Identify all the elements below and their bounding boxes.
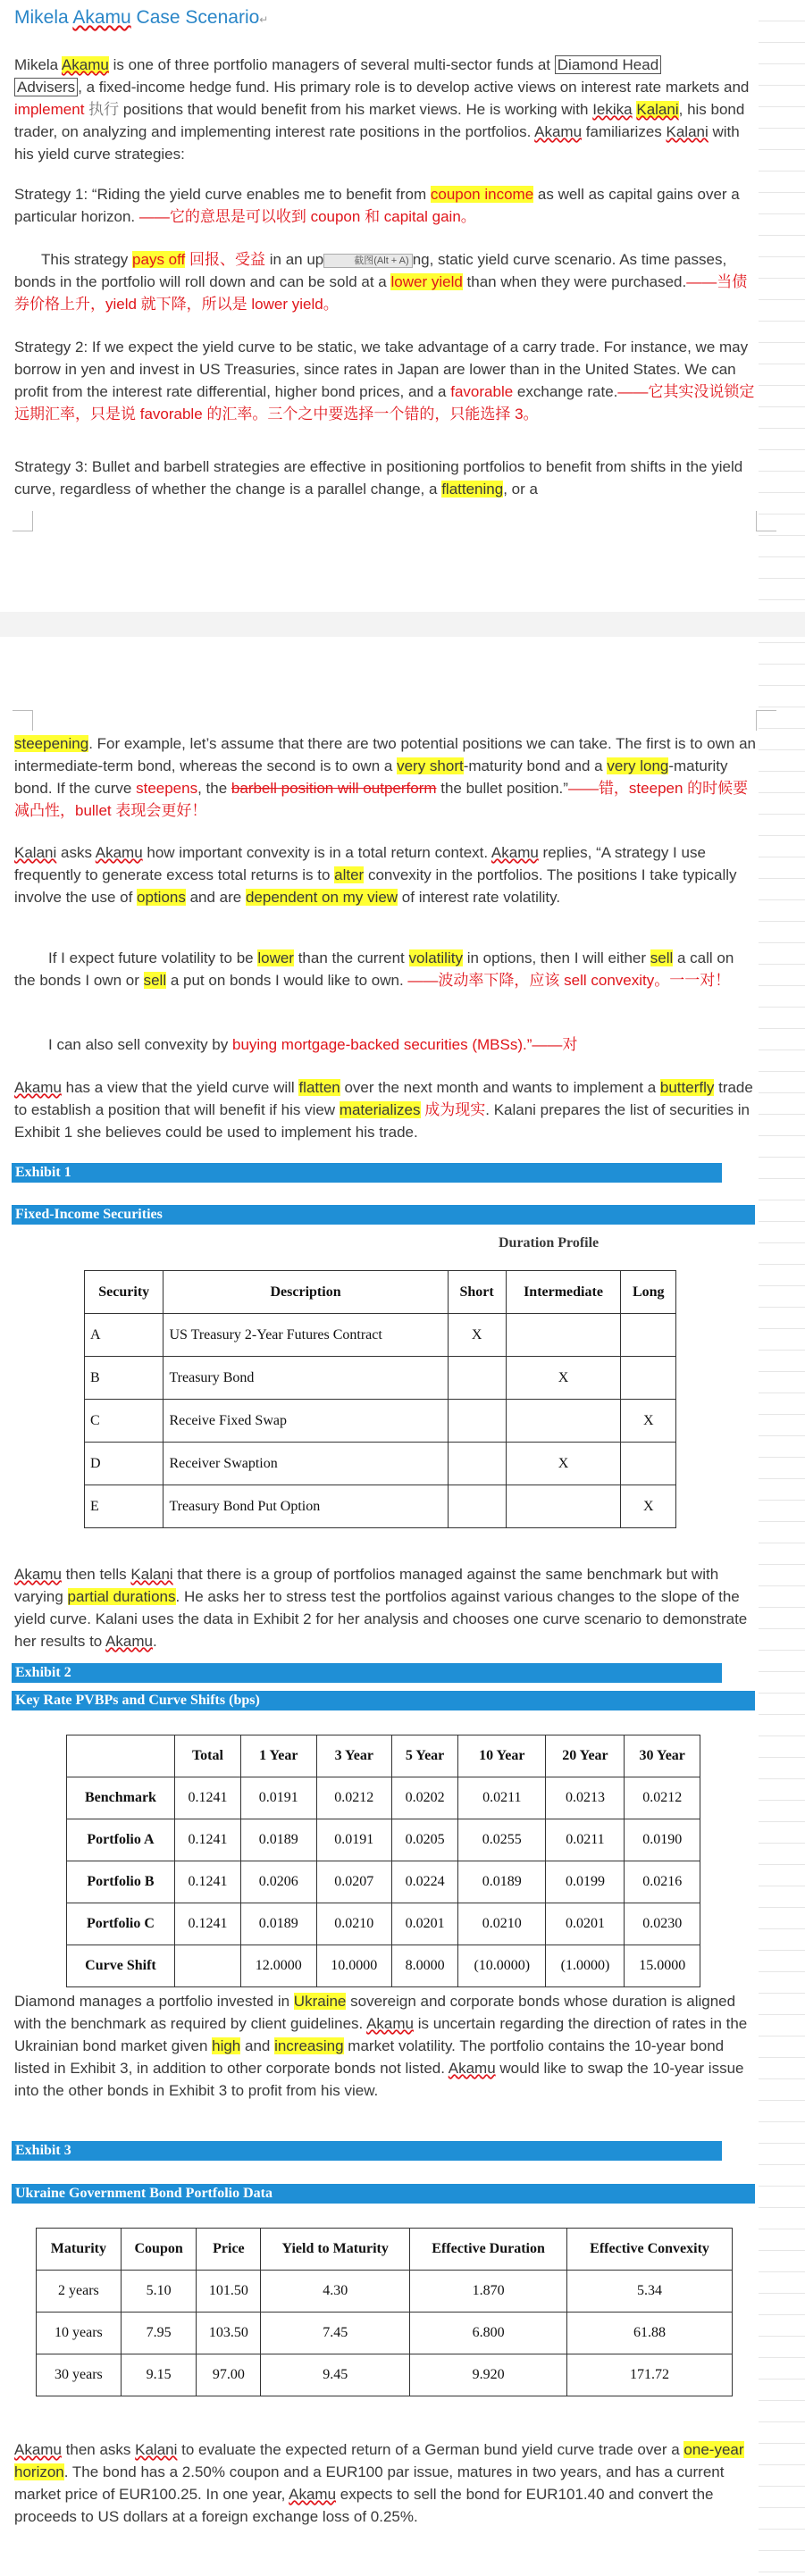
- table-cell: 4.30: [261, 2271, 410, 2313]
- column-header: Maturity: [37, 2229, 122, 2271]
- table-cell: 103.50: [197, 2313, 261, 2354]
- strategy-3: Strategy 3: Bullet and barbell strategies are effective in positioning portfolios to benefit from shifts in the yield curve, regardless of whether the change is a parallel change, a flattening, or a: [14, 458, 743, 498]
- table-cell: 171.72: [567, 2354, 733, 2396]
- table-cell: 0.0205: [392, 1819, 458, 1861]
- table-cell: 0.0211: [546, 1819, 625, 1861]
- paragraph-butterfly: Akamu has a view that the yield curve will flatten over the next month and wants to implement a butterfly trade to establish a position that will benefit if his view materializes 成为现实. Kalani prepares the list of securities in Exhibit 1 she believes could be used to implement his trade.: [14, 1079, 753, 1141]
- table-row: [85, 1485, 676, 1528]
- table-cell: D: [85, 1443, 164, 1485]
- paragraph-ukraine: Diamond manages a portfolio invested in Ukraine sovereign and corporate bonds whose duration is aligned with the benchmark as required by client guidelines. Akamu is uncertain regarding the direction of rates in the Ukrainian bond market given high and increasing market volatility. The portfolio contains the 10-year bond listed in Exhibit 3, in addition to other corporate bonds not listed. Akamu would like to swap the 10-year issue into the other bonds in Exhibit 3 to profit from his view.: [14, 1993, 748, 2099]
- duration-profile-heading: Duration Profile: [499, 1235, 600, 1250]
- table-row: [67, 1819, 700, 1861]
- column-header: Yield to Maturity: [261, 2229, 410, 2271]
- column-header: 30 Year: [625, 1735, 700, 1777]
- table-cell: 5.10: [121, 2271, 197, 2313]
- table-cell: 15.0000: [625, 1945, 700, 1987]
- column-header: 3 Year: [316, 1735, 392, 1777]
- column-header: Short: [448, 1271, 506, 1314]
- table-cell: 7.45: [261, 2313, 410, 2354]
- table-cell: 1.870: [410, 2271, 567, 2313]
- strategy-1: Strategy 1: “Riding the yield curve enables me to benefit from coupon income as well as capital gains over a particular horizon. ——它的意思是可以收到 coupon 和 capital gain。: [14, 186, 740, 225]
- paragraph-german-bund: Akamu then asks Kalani to evaluate the expected return of a German bund yield curve trade over a one-year horizon. The bond has a 2.50% coupon and a EUR100 par issue, matures in two years, and has a current market price of EUR100.25. In one year, Akamu expects to sell the bond for EUR101.40 and convert the proceeds to US dollars at a foreign exchange loss of 0.25%.: [14, 2441, 744, 2525]
- table-cell: Curve Shift: [67, 1945, 175, 1987]
- column-header: 10 Year: [458, 1735, 546, 1777]
- table-cell: [448, 1485, 506, 1528]
- table-cell: 0.0213: [546, 1777, 625, 1819]
- table-cell: 8.0000: [392, 1945, 458, 1987]
- table-cell: 9.920: [410, 2354, 567, 2396]
- paragraph-convexity: Kalani asks Akamu how important convexity is in a total return context. Akamu replies, “A strategy I use frequently to generate excess total returns is to alter convexity in the portfolios. The positions I take typically involve the use of options and are dependent on my view of interest rate volatility.: [14, 844, 737, 906]
- table-cell: [621, 1314, 676, 1357]
- column-header: Description: [164, 1271, 448, 1314]
- column-header: Intermediate: [506, 1271, 621, 1314]
- table-cell: 0.0212: [625, 1777, 700, 1819]
- table-cell: 0.0201: [546, 1903, 625, 1945]
- page-corner-mark: [756, 511, 776, 531]
- exhibit-1-table: [84, 1270, 676, 1528]
- table-cell: 0.0189: [241, 1903, 317, 1945]
- table-cell: (1.0000): [546, 1945, 625, 1987]
- table-cell: X: [448, 1314, 506, 1357]
- table-row: [67, 1861, 700, 1903]
- table-cell: 0.0224: [392, 1861, 458, 1903]
- table-cell: [448, 1357, 506, 1400]
- table-cell: [506, 1485, 621, 1528]
- table-cell: 0.0216: [625, 1861, 700, 1903]
- table-cell: 9.45: [261, 2354, 410, 2396]
- table-cell: Benchmark: [67, 1777, 175, 1819]
- table-cell: 0.0210: [316, 1903, 392, 1945]
- table-cell: Portfolio A: [67, 1819, 175, 1861]
- page-break-gap: [0, 612, 805, 637]
- table-cell: 97.00: [197, 2354, 261, 2396]
- table-cell: 0.0191: [316, 1819, 392, 1861]
- column-header: 1 Year: [241, 1735, 317, 1777]
- column-header: Effective Duration: [410, 2229, 567, 2271]
- exhibit-3-table: [36, 2228, 733, 2396]
- table-cell: 0.0189: [241, 1819, 317, 1861]
- table-row: [67, 1903, 700, 1945]
- table-cell: X: [506, 1357, 621, 1400]
- table-cell: [506, 1400, 621, 1443]
- table-row: [67, 1777, 700, 1819]
- table-row: [37, 2354, 733, 2396]
- table-cell: 0.0206: [241, 1861, 317, 1903]
- paragraph-intro: Mikela Akamu is one of three portfolio managers of several multi-sector funds at Diamond Head Advisers , a fixed-income hedge fund. His primary role is to develop active views on interest rate markets and implement 执行 positions that would benefit from his market views. He is working with Iekika Kalani, his bond trader, on analyzing and implementing interest rate positions in the portfolios. Akamu familiarizes Kalani with his yield curve strategies:: [14, 56, 750, 163]
- column-header: Price: [197, 2229, 261, 2271]
- table-row: [37, 2313, 733, 2354]
- strategy-2: Strategy 2: If we expect the yield curve to be static, we take advantage of a carry trade. For instance, we may borrow in yen and invest in US Treasuries, since rates in Japan are lower than in the United States. We can profit from the interest rate differential, higher bond prices, and a favorable exchange rate.——它其实没说锁定远期汇率，只是说 favorable 的汇率。三个之中要选择一个错的，只能选择 3。: [14, 339, 755, 422]
- table-cell: 0.0211: [458, 1777, 546, 1819]
- exhibit-3-bar: Exhibit 3: [12, 2141, 722, 2161]
- table-cell: 30 years: [37, 2354, 122, 2396]
- table-cell: 0.0212: [316, 1777, 392, 1819]
- table-cell: [506, 1314, 621, 1357]
- page-corner-mark: [13, 710, 33, 731]
- table-row: [85, 1443, 676, 1485]
- table-row: [85, 1357, 676, 1400]
- exhibit-2-table: [66, 1735, 700, 1987]
- table-cell: 0.0199: [546, 1861, 625, 1903]
- table-cell: Receiver Swaption: [164, 1443, 448, 1485]
- table-cell: 0.0207: [316, 1861, 392, 1903]
- table-cell: B: [85, 1357, 164, 1400]
- table-cell: X: [506, 1443, 621, 1485]
- table-cell: 10.0000: [316, 1945, 392, 1987]
- table-cell: 7.95: [121, 2313, 197, 2354]
- table-header-row: [67, 1735, 700, 1777]
- right-margin-ruling: [759, 0, 805, 2576]
- page-title: Mikela Akamu Case Scenario↵: [14, 7, 269, 28]
- table-cell: X: [621, 1485, 676, 1528]
- column-header: Long: [621, 1271, 676, 1314]
- screenshot-tooltip: 截图(Alt + A): [323, 254, 412, 268]
- table-cell: Portfolio B: [67, 1861, 175, 1903]
- table-cell: 0.0202: [392, 1777, 458, 1819]
- table-cell: 101.50: [197, 2271, 261, 2313]
- exhibit-1-subtitle: Fixed-Income Securities: [12, 1205, 755, 1225]
- table-cell: [621, 1443, 676, 1485]
- paragraph-mbs: I can also sell convexity by buying mortgage-backed securities (MBSs).”——对: [48, 1036, 578, 1053]
- table-cell: [621, 1357, 676, 1400]
- table-cell: 5.34: [567, 2271, 733, 2313]
- firm-name-box: Diamond Head: [555, 55, 661, 74]
- column-header: Security: [85, 1271, 164, 1314]
- table-row: [37, 2271, 733, 2313]
- paragraph-volatility: If I expect future volatility to be lower than the current volatility in options, then I will either sell a call on the bonds I own or sell a put on bonds I would like to own. ——波动率下降，应该 sell convexity。一一对！: [14, 949, 734, 989]
- table-cell: E: [85, 1485, 164, 1528]
- table-cell: Portfolio C: [67, 1903, 175, 1945]
- table-cell: 0.0201: [392, 1903, 458, 1945]
- table-cell: 0.1241: [174, 1777, 240, 1819]
- table-cell: 6.800: [410, 2313, 567, 2354]
- table-header-row: [85, 1271, 676, 1314]
- exhibit-1-bar: Exhibit 1: [12, 1163, 722, 1183]
- table-cell: A: [85, 1314, 164, 1357]
- table-cell: 0.1241: [174, 1903, 240, 1945]
- paragraph-stress-test: Akamu then tells Kalani that there is a group of portfolios managed against the same benchmark but with varying partial durations. He asks her to stress test the portfolios against various changes to the slope of the yield curve. Kalani uses the data in Exhibit 2 for her analysis and chooses one curve scenario to demonstrate her results to Akamu.: [14, 1566, 748, 1650]
- table-row: [85, 1400, 676, 1443]
- table-cell: 9.15: [121, 2354, 197, 2396]
- strategy-1-continued: This strategy pays off 回报、受益 in an up 截图(Alt + A) ng, static yield curve scenario. As time passes, bonds in the portfolio will roll down and can be sold at a lower yield than when they were purchased.——当债券价格上升，yield 就下降，所以是 lower yield。: [14, 251, 748, 313]
- table-cell: 0.0189: [458, 1861, 546, 1903]
- table-cell: 0.0191: [241, 1777, 317, 1819]
- table-cell: [448, 1443, 506, 1485]
- column-header: Coupon: [121, 2229, 197, 2271]
- column-header: Total: [174, 1735, 240, 1777]
- table-cell: X: [621, 1400, 676, 1443]
- table-cell: Treasury Bond: [164, 1357, 448, 1400]
- column-header: Effective Convexity: [567, 2229, 733, 2271]
- table-cell: [448, 1400, 506, 1443]
- table-cell: 0.0255: [458, 1819, 546, 1861]
- table-cell: 61.88: [567, 2313, 733, 2354]
- table-cell: 2 years: [37, 2271, 122, 2313]
- exhibit-2-subtitle: Key Rate PVBPs and Curve Shifts (bps): [12, 1691, 755, 1710]
- column-header: 5 Year: [392, 1735, 458, 1777]
- table-cell: 0.0210: [458, 1903, 546, 1945]
- table-cell: Treasury Bond Put Option: [164, 1485, 448, 1528]
- table-cell: 12.0000: [241, 1945, 317, 1987]
- table-cell: 10 years: [37, 2313, 122, 2354]
- page-corner-mark: [756, 710, 776, 731]
- table-header-row: [37, 2229, 733, 2271]
- table-row: [85, 1314, 676, 1357]
- table-cell: US Treasury 2-Year Futures Contract: [164, 1314, 448, 1357]
- table-cell: 0.0190: [625, 1819, 700, 1861]
- table-cell: 0.1241: [174, 1861, 240, 1903]
- table-cell: 0.0230: [625, 1903, 700, 1945]
- exhibit-2-bar: Exhibit 2: [12, 1663, 722, 1683]
- column-header: 20 Year: [546, 1735, 625, 1777]
- column-header: [67, 1735, 175, 1777]
- table-cell: Receive Fixed Swap: [164, 1400, 448, 1443]
- page-corner-mark: [13, 511, 33, 531]
- table-cell: 0.1241: [174, 1819, 240, 1861]
- table-cell: [174, 1945, 240, 1987]
- paragraph-steepening: steepening. For example, let’s assume that there are two potential positions we can take. The first is to own an intermediate-term bond, whereas the second is to own a very short-maturity bond and a very long-maturity bond. If the curve steepens, the barbell position will outperform the bullet position.”——错，steepen 的时候要减凸性，bullet 表现会更好！: [14, 735, 756, 819]
- table-row: [67, 1945, 700, 1987]
- table-cell: (10.0000): [458, 1945, 546, 1987]
- table-cell: C: [85, 1400, 164, 1443]
- exhibit-3-subtitle: Ukraine Government Bond Portfolio Data: [12, 2184, 755, 2204]
